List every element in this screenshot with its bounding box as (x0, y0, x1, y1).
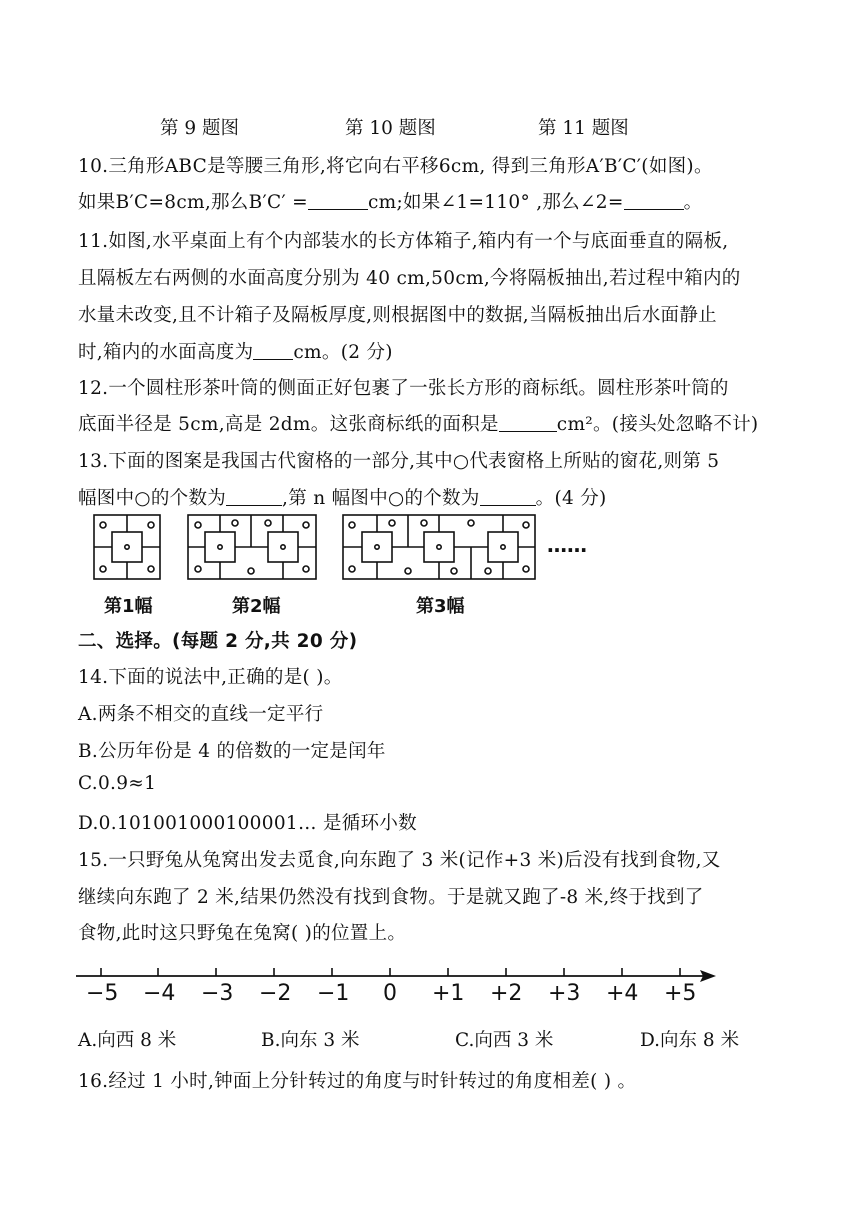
tick-label: −4 (143, 981, 176, 1006)
q10-text-b: cm;如果∠1=110° ,那么∠2= (367, 192, 624, 213)
fig-label-1: 第1幅 (104, 596, 153, 617)
q10-blank-1[interactable] (308, 191, 368, 210)
tick-label: 0 (383, 981, 397, 1006)
q12-text-b: cm²。(接头处忽略不计) (556, 414, 759, 435)
q11-blank[interactable] (253, 341, 293, 360)
q15-line3: 食物,此时这只野兔在兔窝( )的位置上。 (78, 923, 407, 944)
fig-label-3: 第3幅 (416, 596, 465, 617)
q10-text-c: 。 (683, 192, 703, 213)
lattice-fig3 (343, 515, 535, 579)
tick-label: +3 (548, 981, 581, 1006)
q12-text-a: 底面半径是 5cm,高是 2dm。这张商标纸的面积是 (78, 414, 499, 435)
q15-line1: 15.一只野兔从兔窝出发去觅食,向东跑了 3 米(记作+3 米)后没有找到食物,又 (78, 850, 721, 871)
q10-blank-2[interactable] (624, 191, 684, 210)
q15-option-d[interactable]: D.向东 8 米 (640, 1030, 740, 1051)
q14-option-c[interactable]: C.0.9≈1 (78, 773, 157, 794)
tick-label: −5 (86, 981, 119, 1006)
q13-line2 (78, 484, 607, 510)
q13-line1: 13.下面的图案是我国古代窗格的一部分,其中○代表窗格上所贴的窗花,则第 5 (78, 451, 720, 472)
q12-line2 (78, 410, 758, 436)
q11-text-b: cm。(2 分) (293, 342, 393, 363)
q12-line1: 12.一个圆柱形茶叶筒的侧面正好包裹了一张长方形的商标纸。圆柱形茶叶筒的 (78, 378, 729, 399)
q14-option-d[interactable]: D.0.101001000100001… 是循环小数 (78, 813, 417, 834)
lattice-fig2 (188, 515, 316, 579)
q14-option-a[interactable]: A.两条不相交的直线一定平行 (78, 704, 324, 725)
q14-option-b[interactable]: B.公历年份是 4 的倍数的一定是闰年 (78, 741, 386, 762)
q10-text-a: 如果B′C=8cm,那么B′C′ = (78, 192, 308, 213)
q13-text-a: 幅图中○的个数为 (78, 488, 227, 509)
q15-option-a[interactable]: A.向西 8 米 (78, 1030, 177, 1051)
lattice-fig1 (94, 515, 160, 579)
q12-blank[interactable] (499, 413, 557, 432)
q15-line2: 继续向东跑了 2 米,结果仍然没有找到食物。于是就又跑了-8 米,终于找到了 (78, 887, 704, 908)
q15-option-c[interactable]: C.向西 3 米 (455, 1030, 554, 1051)
section-heading: 二、选择。(每题 2 分,共 20 分) (78, 631, 358, 652)
q11-line4 (78, 338, 393, 364)
tick-label: +1 (432, 981, 465, 1006)
q13-blank-1[interactable] (226, 487, 282, 506)
fig-label-2: 第2幅 (232, 596, 281, 617)
caption-fig9: 第 9 题图 (160, 118, 240, 139)
q11-line1: 11.如图,水平桌面上有个内部装水的长方体箱子,箱内有一个与底面垂直的隔板, (78, 231, 729, 252)
q14-stem: 14.下面的说法中,正确的是( )。 (78, 667, 343, 688)
caption-fig10: 第 10 题图 (345, 118, 436, 139)
q11-line3: 水量未改变,且不计箱子及隔板厚度,则根据图中的数据,当隔板抽出后水面静止 (78, 305, 717, 326)
tick-label: −1 (317, 981, 350, 1006)
q16-stem: 16.经过 1 小时,钟面上分针转过的角度与时针转过的角度相差( ) 。 (78, 1071, 637, 1092)
q11-text-a: 时,箱内的水面高度为 (78, 342, 254, 363)
lattice-ellipsis: …… (547, 533, 587, 557)
caption-fig11: 第 11 题图 (538, 118, 629, 139)
q10-line1: 10.三角形ABC是等腰三角形,将它向右平移6cm, 得到三角形A′B′C′(如图)。 (78, 156, 713, 177)
q13-text-b: ,第 n 幅图中○的个数为 (282, 488, 480, 509)
tick-label: −2 (259, 981, 292, 1006)
q13-blank-2[interactable] (480, 487, 536, 506)
q11-line2: 且隔板左右两侧的水面高度分别为 40 cm,50cm,今将隔板抽出,若过程中箱内的 (78, 268, 741, 289)
tick-label: −3 (201, 981, 234, 1006)
tick-label: +4 (606, 981, 639, 1006)
q10-line2 (78, 188, 702, 214)
q13-text-c: 。(4 分) (535, 488, 607, 509)
tick-label: +2 (490, 981, 523, 1006)
q15-option-b[interactable]: B.向东 3 米 (261, 1030, 360, 1051)
window-lattice-figures (90, 512, 610, 588)
tick-label: +5 (664, 981, 697, 1006)
